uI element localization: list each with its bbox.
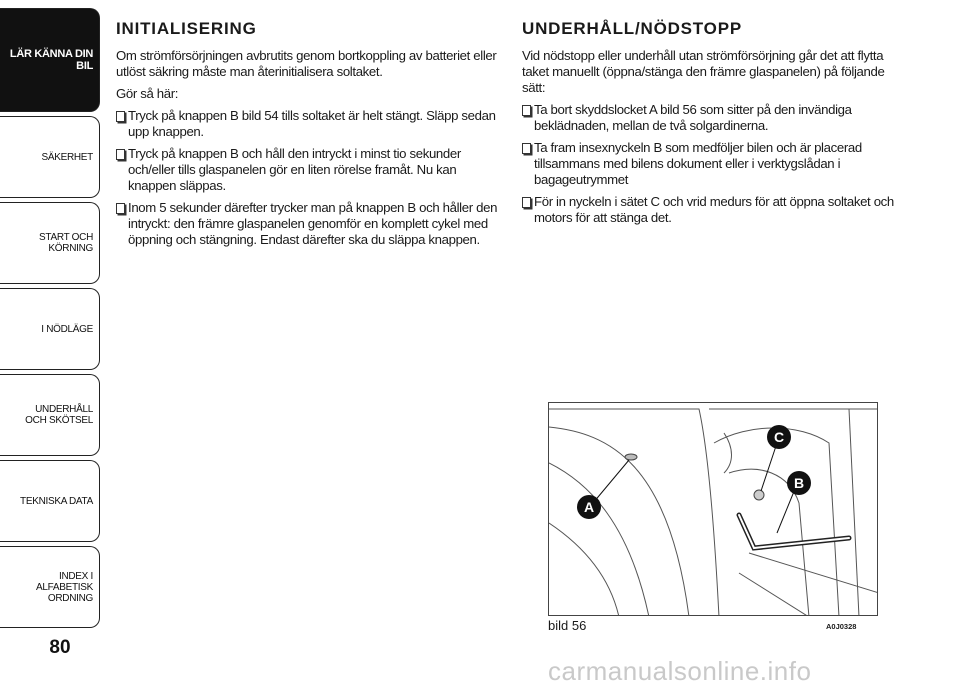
bullet-text: Inom 5 sekunder därefter trycker man på knappen B och håller den intryckt: den främre glaspanelen genomför en komplett cykel med öppning och stängning. Endast därefter ska du släppa knappen. bbox=[128, 200, 498, 247]
bullet-text: Ta bort skyddslocket A bild 56 som sitter på den invändiga beklädnaden, mellan de två solgardinerna. bbox=[534, 102, 852, 133]
bullet-item bbox=[522, 194, 894, 226]
right-column bbox=[522, 18, 894, 232]
callout-b-icon bbox=[787, 471, 811, 495]
figure-sunroof-emergency bbox=[548, 402, 878, 616]
tab-label: TEKNISKA DATA bbox=[20, 495, 93, 507]
bullet-item bbox=[116, 108, 500, 140]
bullet-item bbox=[116, 146, 500, 194]
sunroof-illustration bbox=[549, 403, 878, 616]
checkbox-bullet-icon bbox=[116, 111, 125, 122]
callout-a-icon bbox=[577, 495, 601, 519]
callout-c-icon bbox=[767, 425, 791, 449]
page-number: 80 bbox=[49, 637, 71, 658]
tab-lar-kanna-din-bil[interactable] bbox=[0, 8, 100, 112]
tab-tekniska-data[interactable] bbox=[0, 460, 100, 542]
tab-label: START OCH KÖRNING bbox=[39, 232, 93, 254]
watermark: carmanualsonline.info bbox=[548, 656, 812, 686]
section-heading: UNDERHÅLL/NÖDSTOPP bbox=[522, 19, 742, 38]
tab-label: SÄKERHET bbox=[41, 151, 93, 163]
checkbox-bullet-icon bbox=[522, 105, 531, 116]
checkbox-bullet-icon bbox=[522, 197, 531, 208]
checkbox-bullet-icon bbox=[116, 203, 125, 214]
checkbox-bullet-icon bbox=[522, 143, 531, 154]
tab-label: UNDERHÅLL OCH SKÖTSEL bbox=[25, 404, 93, 426]
tab-start-och-korning[interactable] bbox=[0, 202, 100, 284]
bullet-text: Tryck på knappen B bild 54 tills soltaket är helt stängt. Släpp sedan upp knappen. bbox=[128, 108, 496, 139]
tab-label: I NÖDLÄGE bbox=[41, 323, 93, 335]
figure-code: A0J0328 bbox=[826, 622, 857, 631]
bullet-text: Tryck på knappen B och håll den intryckt i minst tio sekunder och/eller tills glaspanelen gör en liten rörelse framåt. Nu kan knappen släppas. bbox=[128, 146, 461, 193]
tab-index[interactable] bbox=[0, 546, 100, 628]
svg-text:C: C bbox=[773, 429, 785, 445]
bullet-text: För in nyckeln i sätet C och vrid medurs för att öppna soltaket och motors för att stänga det. bbox=[534, 194, 894, 225]
bullet-item bbox=[116, 200, 500, 248]
section-heading: INITIALISERING bbox=[116, 19, 257, 38]
intro-paragraph: Om strömförsörjningen avbrutits genom bortkoppling av batteriet eller utlöst säkring måste man återinitialisera soltaket. bbox=[116, 48, 497, 79]
lead-paragraph: Gör så här: bbox=[116, 86, 179, 101]
tab-i-nodlage[interactable] bbox=[0, 288, 100, 370]
tab-label: LÄR KÄNNA DIN BIL bbox=[9, 48, 93, 72]
left-column bbox=[116, 18, 500, 254]
checkbox-bullet-icon bbox=[116, 149, 125, 160]
bullet-item bbox=[522, 102, 894, 134]
tab-label: INDEX I ALFABETISK ORDNING bbox=[35, 570, 93, 604]
svg-text:A: A bbox=[583, 499, 595, 515]
tab-underhall-och-skotsel[interactable] bbox=[0, 374, 100, 456]
bullet-text: Ta fram insexnyckeln B som medföljer bilen och är placerad tillsammans med bilens dokument eller i verktygslådan i bagageutrymmet bbox=[534, 140, 862, 187]
cover-a-shape bbox=[625, 454, 637, 460]
intro-paragraph: Vid nödstopp eller underhåll utan strömförsörjning går det att flytta taket manuellt (öppna/stänga den främre glaspanelen) på följande sätt: bbox=[522, 48, 885, 95]
figure-caption: bild 56 bbox=[548, 618, 587, 633]
allen-key-shape bbox=[739, 515, 849, 548]
tab-sakerhet[interactable] bbox=[0, 116, 100, 198]
socket-c-shape bbox=[754, 490, 764, 500]
bullet-item bbox=[522, 140, 894, 188]
svg-text:B: B bbox=[793, 475, 805, 491]
